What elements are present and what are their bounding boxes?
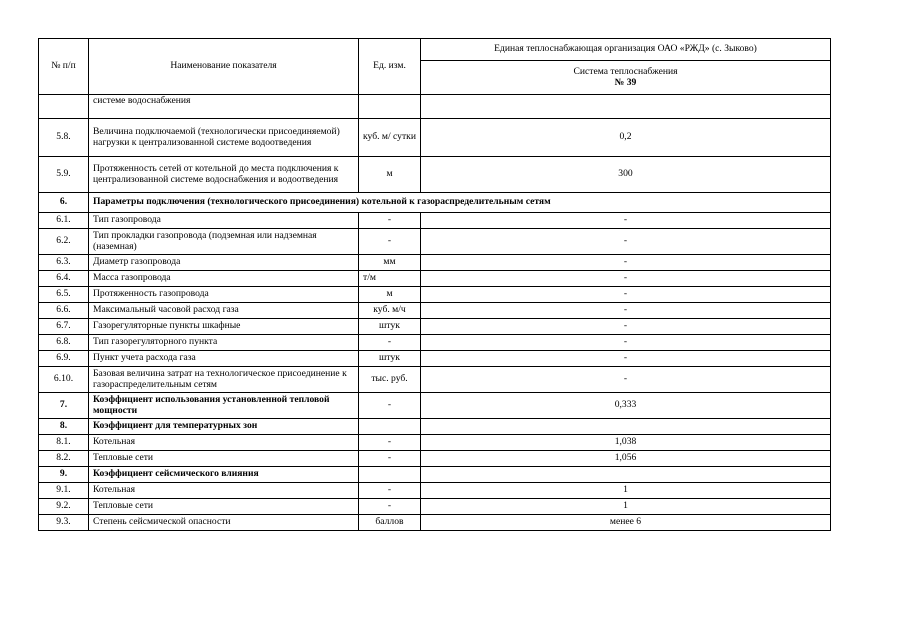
row-unit: штук [359, 351, 421, 367]
row-num: 5.8. [39, 119, 89, 157]
row-num: 6.5. [39, 287, 89, 303]
table-row [39, 393, 831, 419]
row-unit: тыс. руб. [359, 367, 421, 393]
row-num: 6.2. [39, 229, 89, 255]
table-row [39, 119, 831, 157]
row-value: 1 [421, 499, 831, 515]
row-unit: - [359, 451, 421, 467]
table-row [39, 483, 831, 499]
row-unit: м [359, 287, 421, 303]
row-value: - [421, 335, 831, 351]
row-value: 1 [421, 483, 831, 499]
header-num: № п/п [39, 39, 89, 95]
row-unit: - [359, 435, 421, 451]
table-row [39, 499, 831, 515]
row-unit: м [359, 157, 421, 193]
row-unit: - [359, 499, 421, 515]
row-name: Котельная [89, 435, 359, 451]
row-num: 6.1. [39, 213, 89, 229]
table-row [39, 319, 831, 335]
row-unit: - [359, 483, 421, 499]
row-num: 8. [39, 419, 89, 435]
row-value: 0,333 [421, 393, 831, 419]
row-name: Котельная [89, 483, 359, 499]
row-name: Тип газорегуляторного пункта [89, 335, 359, 351]
row-num: 6.8. [39, 335, 89, 351]
row-value: - [421, 287, 831, 303]
row-name: Тип газопровода [89, 213, 359, 229]
row-value: - [421, 213, 831, 229]
table-row [39, 335, 831, 351]
row-name: Степень сейсмической опасности [89, 515, 359, 531]
section-title: Параметры подключения (технологического присоединения) котельной к газораспределительным сетям [89, 193, 831, 213]
row-num: 6.3. [39, 255, 89, 271]
table-row [39, 515, 831, 531]
table-row [39, 303, 831, 319]
row-unit: куб. м/ч [359, 303, 421, 319]
table-row [39, 255, 831, 271]
row-name: Диаметр газопровода [89, 255, 359, 271]
section-row [39, 193, 831, 213]
row-name: Базовая величина затрат на технологическое присоединение к газораспределительным сетям [89, 367, 359, 393]
table-row [39, 351, 831, 367]
row-unit: мм [359, 255, 421, 271]
row-name: Тепловые сети [89, 451, 359, 467]
row-num: 6. [39, 193, 89, 213]
table-row [39, 287, 831, 303]
row-unit [359, 467, 421, 483]
header-system-line1: Система теплоснабжения [573, 65, 678, 77]
row-name: Протяженность сетей от котельной до места подключения к централизованной системе водоснабжения и водоотведения [89, 157, 359, 193]
table-row [39, 213, 831, 229]
row-value: - [421, 271, 831, 287]
row-num: 6.9. [39, 351, 89, 367]
row-unit: - [359, 335, 421, 351]
row-num: 6.6. [39, 303, 89, 319]
header-system [421, 61, 831, 95]
table-row [39, 367, 831, 393]
row-value [421, 467, 831, 483]
row-num: 6.4. [39, 271, 89, 287]
row-value: - [421, 303, 831, 319]
row-num: 6.10. [39, 367, 89, 393]
row-unit: - [359, 393, 421, 419]
row-name: Величина подключаемой (технологически присоединяемой) нагрузки к централизованной системе водоотведения [89, 119, 359, 157]
table-row [39, 451, 831, 467]
row-num: 9.2. [39, 499, 89, 515]
row-value: 0,2 [421, 119, 831, 157]
row-num: 9. [39, 467, 89, 483]
row-value [421, 419, 831, 435]
row-num: 6.7. [39, 319, 89, 335]
row-name: Коэффициент для температурных зон [89, 419, 359, 435]
header-name: Наименование показателя [89, 39, 359, 95]
row-value [421, 95, 831, 119]
row-name: Максимальный часовой расход газа [89, 303, 359, 319]
row-name: Коэффициент использования установленной тепловой мощности [89, 393, 359, 419]
row-unit: т/м [359, 271, 421, 287]
indicators-table [38, 38, 831, 531]
table-row [39, 435, 831, 451]
row-num: 8.1. [39, 435, 89, 451]
row-value: 1,038 [421, 435, 831, 451]
row-unit [359, 95, 421, 119]
header-system-line2: № 39 [614, 76, 637, 88]
row-value: менее 6 [421, 515, 831, 531]
row-num [39, 95, 89, 119]
table-row [39, 271, 831, 287]
row-name: Газорегуляторные пункты шкафные [89, 319, 359, 335]
row-name: Коэффициент сейсмического влияния [89, 467, 359, 483]
row-num: 5.9. [39, 157, 89, 193]
header-org: Единая теплоснабжающая организация ОАО «РЖД» (с. Зыково) [421, 39, 831, 61]
table-row [39, 467, 831, 483]
row-name: Масса газопровода [89, 271, 359, 287]
row-unit [359, 419, 421, 435]
row-value: - [421, 367, 831, 393]
table-row [39, 95, 831, 119]
table-row [39, 157, 831, 193]
row-unit: куб. м/ сутки [359, 119, 421, 157]
table-row [39, 419, 831, 435]
row-value: - [421, 229, 831, 255]
row-value: - [421, 351, 831, 367]
row-unit: баллов [359, 515, 421, 531]
row-num: 7. [39, 393, 89, 419]
header-row [39, 39, 831, 61]
row-value: 300 [421, 157, 831, 193]
row-value: 1,056 [421, 451, 831, 467]
header-unit: Ед. изм. [359, 39, 421, 95]
row-name: Пункт учета расхода газа [89, 351, 359, 367]
row-value: - [421, 319, 831, 335]
row-unit: - [359, 213, 421, 229]
row-value: - [421, 255, 831, 271]
row-name: системе водоснабжения [89, 95, 359, 119]
row-name: Тип прокладки газопровода (подземная или надземная (наземная) [89, 229, 359, 255]
row-name: Протяженность газопровода [89, 287, 359, 303]
row-unit: штук [359, 319, 421, 335]
row-name: Тепловые сети [89, 499, 359, 515]
row-num: 9.3. [39, 515, 89, 531]
table-row [39, 229, 831, 255]
row-num: 8.2. [39, 451, 89, 467]
row-num: 9.1. [39, 483, 89, 499]
row-unit: - [359, 229, 421, 255]
